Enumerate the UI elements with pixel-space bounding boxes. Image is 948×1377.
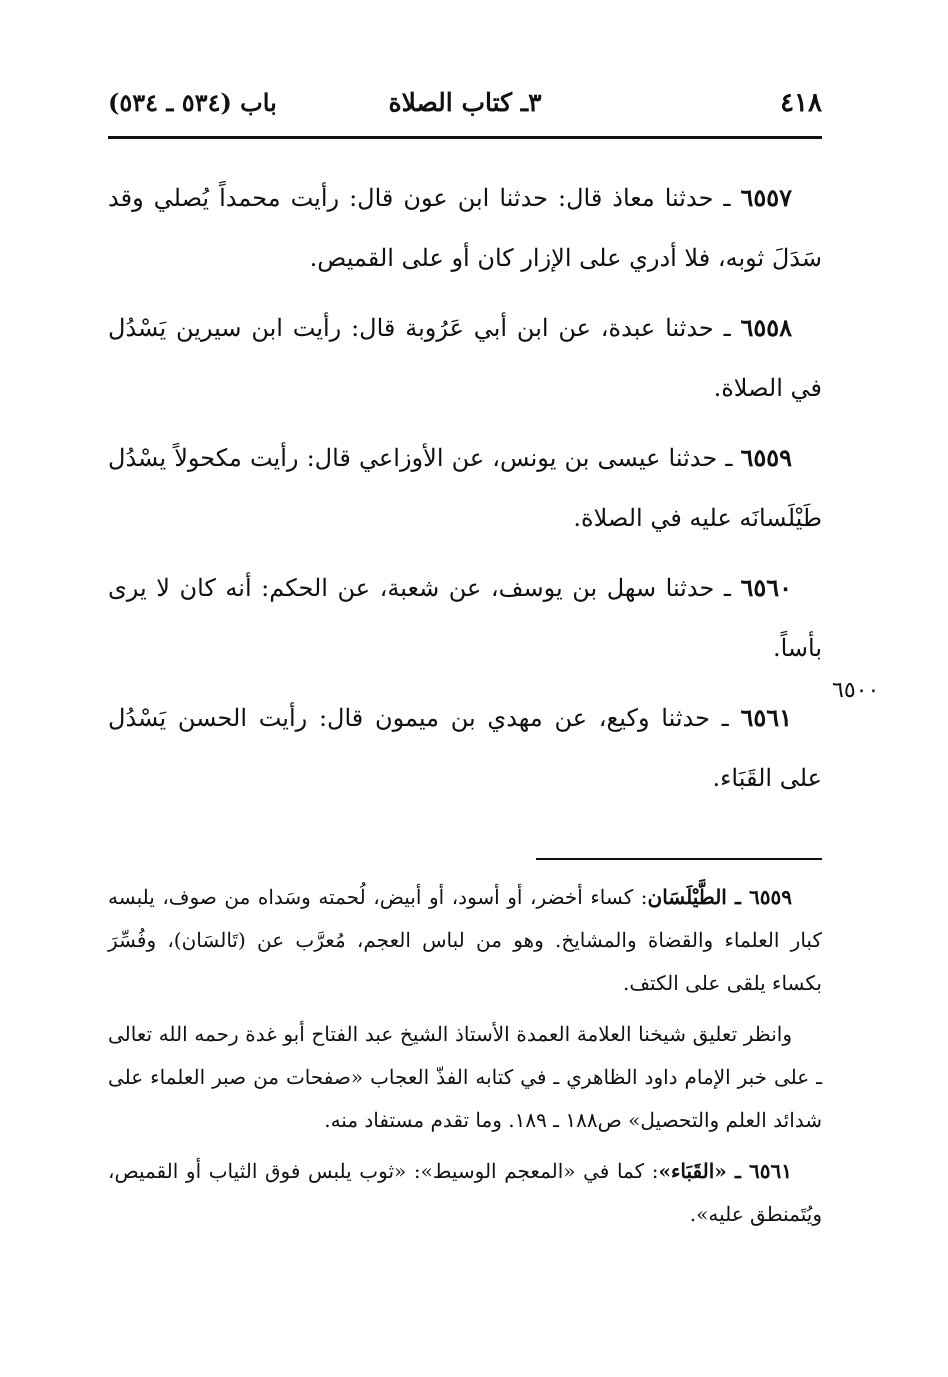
hadith-number: ٦٥٦٠ — [740, 573, 792, 602]
hadith-paragraph — [108, 558, 822, 678]
hadith-number: ٦٥٥٨ — [740, 313, 792, 342]
hadith-text: ـ حدثنا سهل بن يوسف، عن شعبة، عن الحكم: أنه كان لا يرى بأساً. — [108, 574, 822, 662]
footnotes — [108, 876, 822, 1244]
footnote — [108, 1013, 822, 1142]
footnote-term: ـ «القَبَاء» — [658, 1159, 750, 1183]
footnote — [108, 876, 822, 1005]
footnote-text: وانظر تعليق شيخنا العلامة العمدة الأستاذ الشيخ عبد الفتاح أبو غدة رحمه الله تعالى ـ على خبر الإمام داود الظاهري ـ في كتابه الفذّ العجاب «صفحات من صبر العلماء على شدائد العلم والتحصيل» ص١٨٨ ـ ١٨٩. وما تقدم مستفاد منه. — [108, 1022, 822, 1132]
page-header — [108, 88, 822, 128]
hadith-number: ٦٥٥٩ — [740, 443, 792, 472]
hadith-paragraph — [108, 298, 822, 418]
book-title: ٣ـ كتاب الصلاة — [388, 88, 542, 117]
footnote-term: ـ الطَّيْلَسَان — [647, 885, 750, 909]
hadith-paragraph — [108, 688, 822, 808]
footnote-separator — [536, 858, 822, 860]
footnote-text: : كما في «المعجم الوسيط»: «ثوب يلبس فوق الثياب أو القميص، ويُتَمنطق عليه». — [108, 1159, 822, 1226]
footnote-number: ٦٥٦١ — [749, 1159, 793, 1183]
footnote-text: : كساء أخضر، أو أسود، أو أبيض، لُحمته وسَداه من صوف، يلبسه كبار العلماء والقضاة والمشايخ. وهو من لباس العجم، مُعرَّب عن (تَالسَان)، وفُسِّرَ بكساء يلقى على الكتف. — [108, 885, 822, 995]
margin-reference-number: ٦٥٠٠ — [832, 678, 880, 703]
hadith-number: ٦٥٥٧ — [740, 183, 792, 212]
hadith-number: ٦٥٦١ — [740, 703, 792, 732]
footnote-number: ٦٥٥٩ — [749, 885, 792, 909]
hadith-text: ـ حدثنا عيسى بن يونس، عن الأوزاعي قال: رأيت مكحولاً يسْدُل طَيْلَسانَه عليه في الصلاة. — [108, 444, 822, 532]
hadith-text: ـ حدثنا عبدة، عن ابن أبي عَرُوبة قال: رأيت ابن سيرين يَسْدُل في الصلاة. — [108, 314, 822, 402]
hadith-paragraph — [108, 168, 822, 288]
chapter-heading: باب (٥٣٤ ـ ٥٣٤) — [108, 88, 277, 117]
hadith-text: ـ حدثنا معاذ قال: حدثنا ابن عون قال: رأيت محمداً يُصلي وقد سَدَلَ ثوبه، فلا أدري على الإزار كان أو على القميص. — [108, 184, 822, 272]
footnote — [108, 1150, 822, 1236]
page-number: ٤١٨ — [780, 88, 822, 118]
hadith-text: ـ حدثنا وكيع، عن مهدي بن ميمون قال: رأيت الحسن يَسْدُل على القَبَاء. — [108, 704, 822, 792]
hadith-paragraph — [108, 428, 822, 548]
header-rule — [108, 136, 822, 139]
hadith-list — [108, 168, 822, 818]
